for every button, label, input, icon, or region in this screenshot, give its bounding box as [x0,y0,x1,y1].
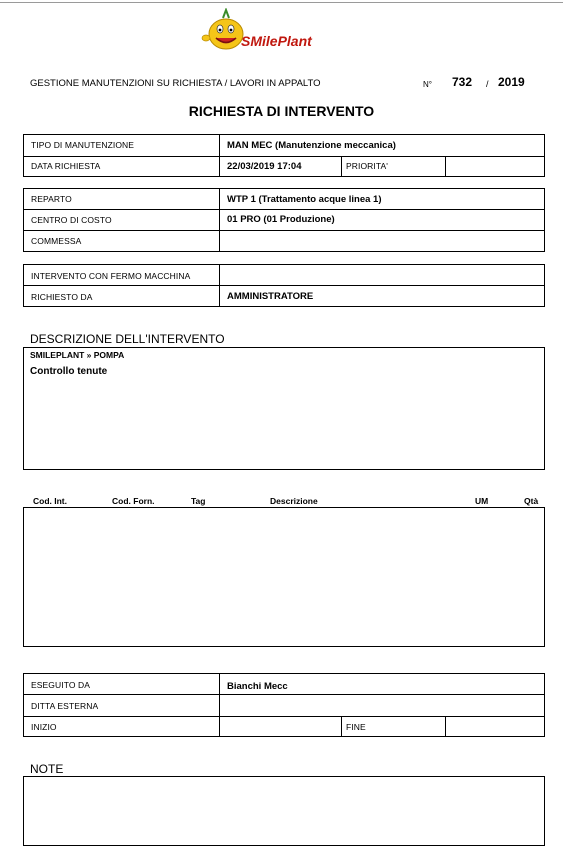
number-label: N° [423,80,432,89]
reparto-label: REPARTO [31,194,72,204]
priorita-label: PRIORITA' [346,161,389,171]
smileplant-logo [198,8,314,58]
col-cod-int: Cod. Int. [33,496,67,506]
descrizione-path: SMILEPLANT » POMPA [30,350,125,360]
centro-costo-label: CENTRO DI COSTO [31,215,112,225]
svg-text:SMilePlant: SMilePlant [241,33,312,49]
centro-costo-value: 01 PRO (01 Produzione) [227,214,335,225]
number-separator: / [486,79,489,89]
request-year: 2019 [498,75,525,89]
block-esecuzione [23,673,545,737]
fine-label: FINE [346,722,366,732]
block-reparto [23,188,545,252]
top-rule [0,2,563,3]
fermo-macchina-label: INTERVENTO CON FERMO MACCHINA [31,271,191,281]
document-title: RICHIESTA DI INTERVENTO [188,103,375,119]
col-descrizione: Descrizione [270,496,318,506]
descrizione-box [23,347,545,470]
col-tag: Tag [191,496,206,506]
eseguito-da-value: Bianchi Mecc [227,681,288,692]
descrizione-text: Controllo tenute [30,366,108,377]
data-richiesta-value: 22/03/2019 17:04 [227,161,302,172]
request-number: 732 [452,75,473,89]
tipo-manutenzione-value: MAN MEC (Manutenzione meccanica) [227,140,396,151]
block-tipo-data [23,134,545,177]
col-um: UM [475,496,489,506]
tipo-manutenzione-label: TIPO DI MANUTENZIONE [31,140,135,150]
reparto-value: WTP 1 (Trattamento acque linea 1) [227,194,382,205]
eseguito-da-label: ESEGUITO DA [31,680,91,690]
col-cod-forn: Cod. Forn. [112,496,155,506]
richiesto-da-value: AMMINISTRATORE [227,291,314,302]
subtitle: GESTIONE MANUTENZIONI SU RICHIESTA / LAVORI IN APPALTO [30,78,321,89]
richiesto-da-label: RICHIESTO DA [31,292,93,302]
commessa-label: COMMESSA [31,236,82,246]
block-fermo [23,264,545,307]
data-richiesta-label: DATA RICHIESTA [31,161,101,171]
ditta-esterna-label: DITTA ESTERNA [31,701,99,711]
col-qta: Qtà [524,496,539,506]
descrizione-heading: DESCRIZIONE DELL'INTERVENTO [30,332,225,346]
materials-box [23,507,545,647]
inizio-label: INIZIO [31,722,57,732]
note-heading: NOTE [30,762,64,776]
note-box [23,776,545,846]
